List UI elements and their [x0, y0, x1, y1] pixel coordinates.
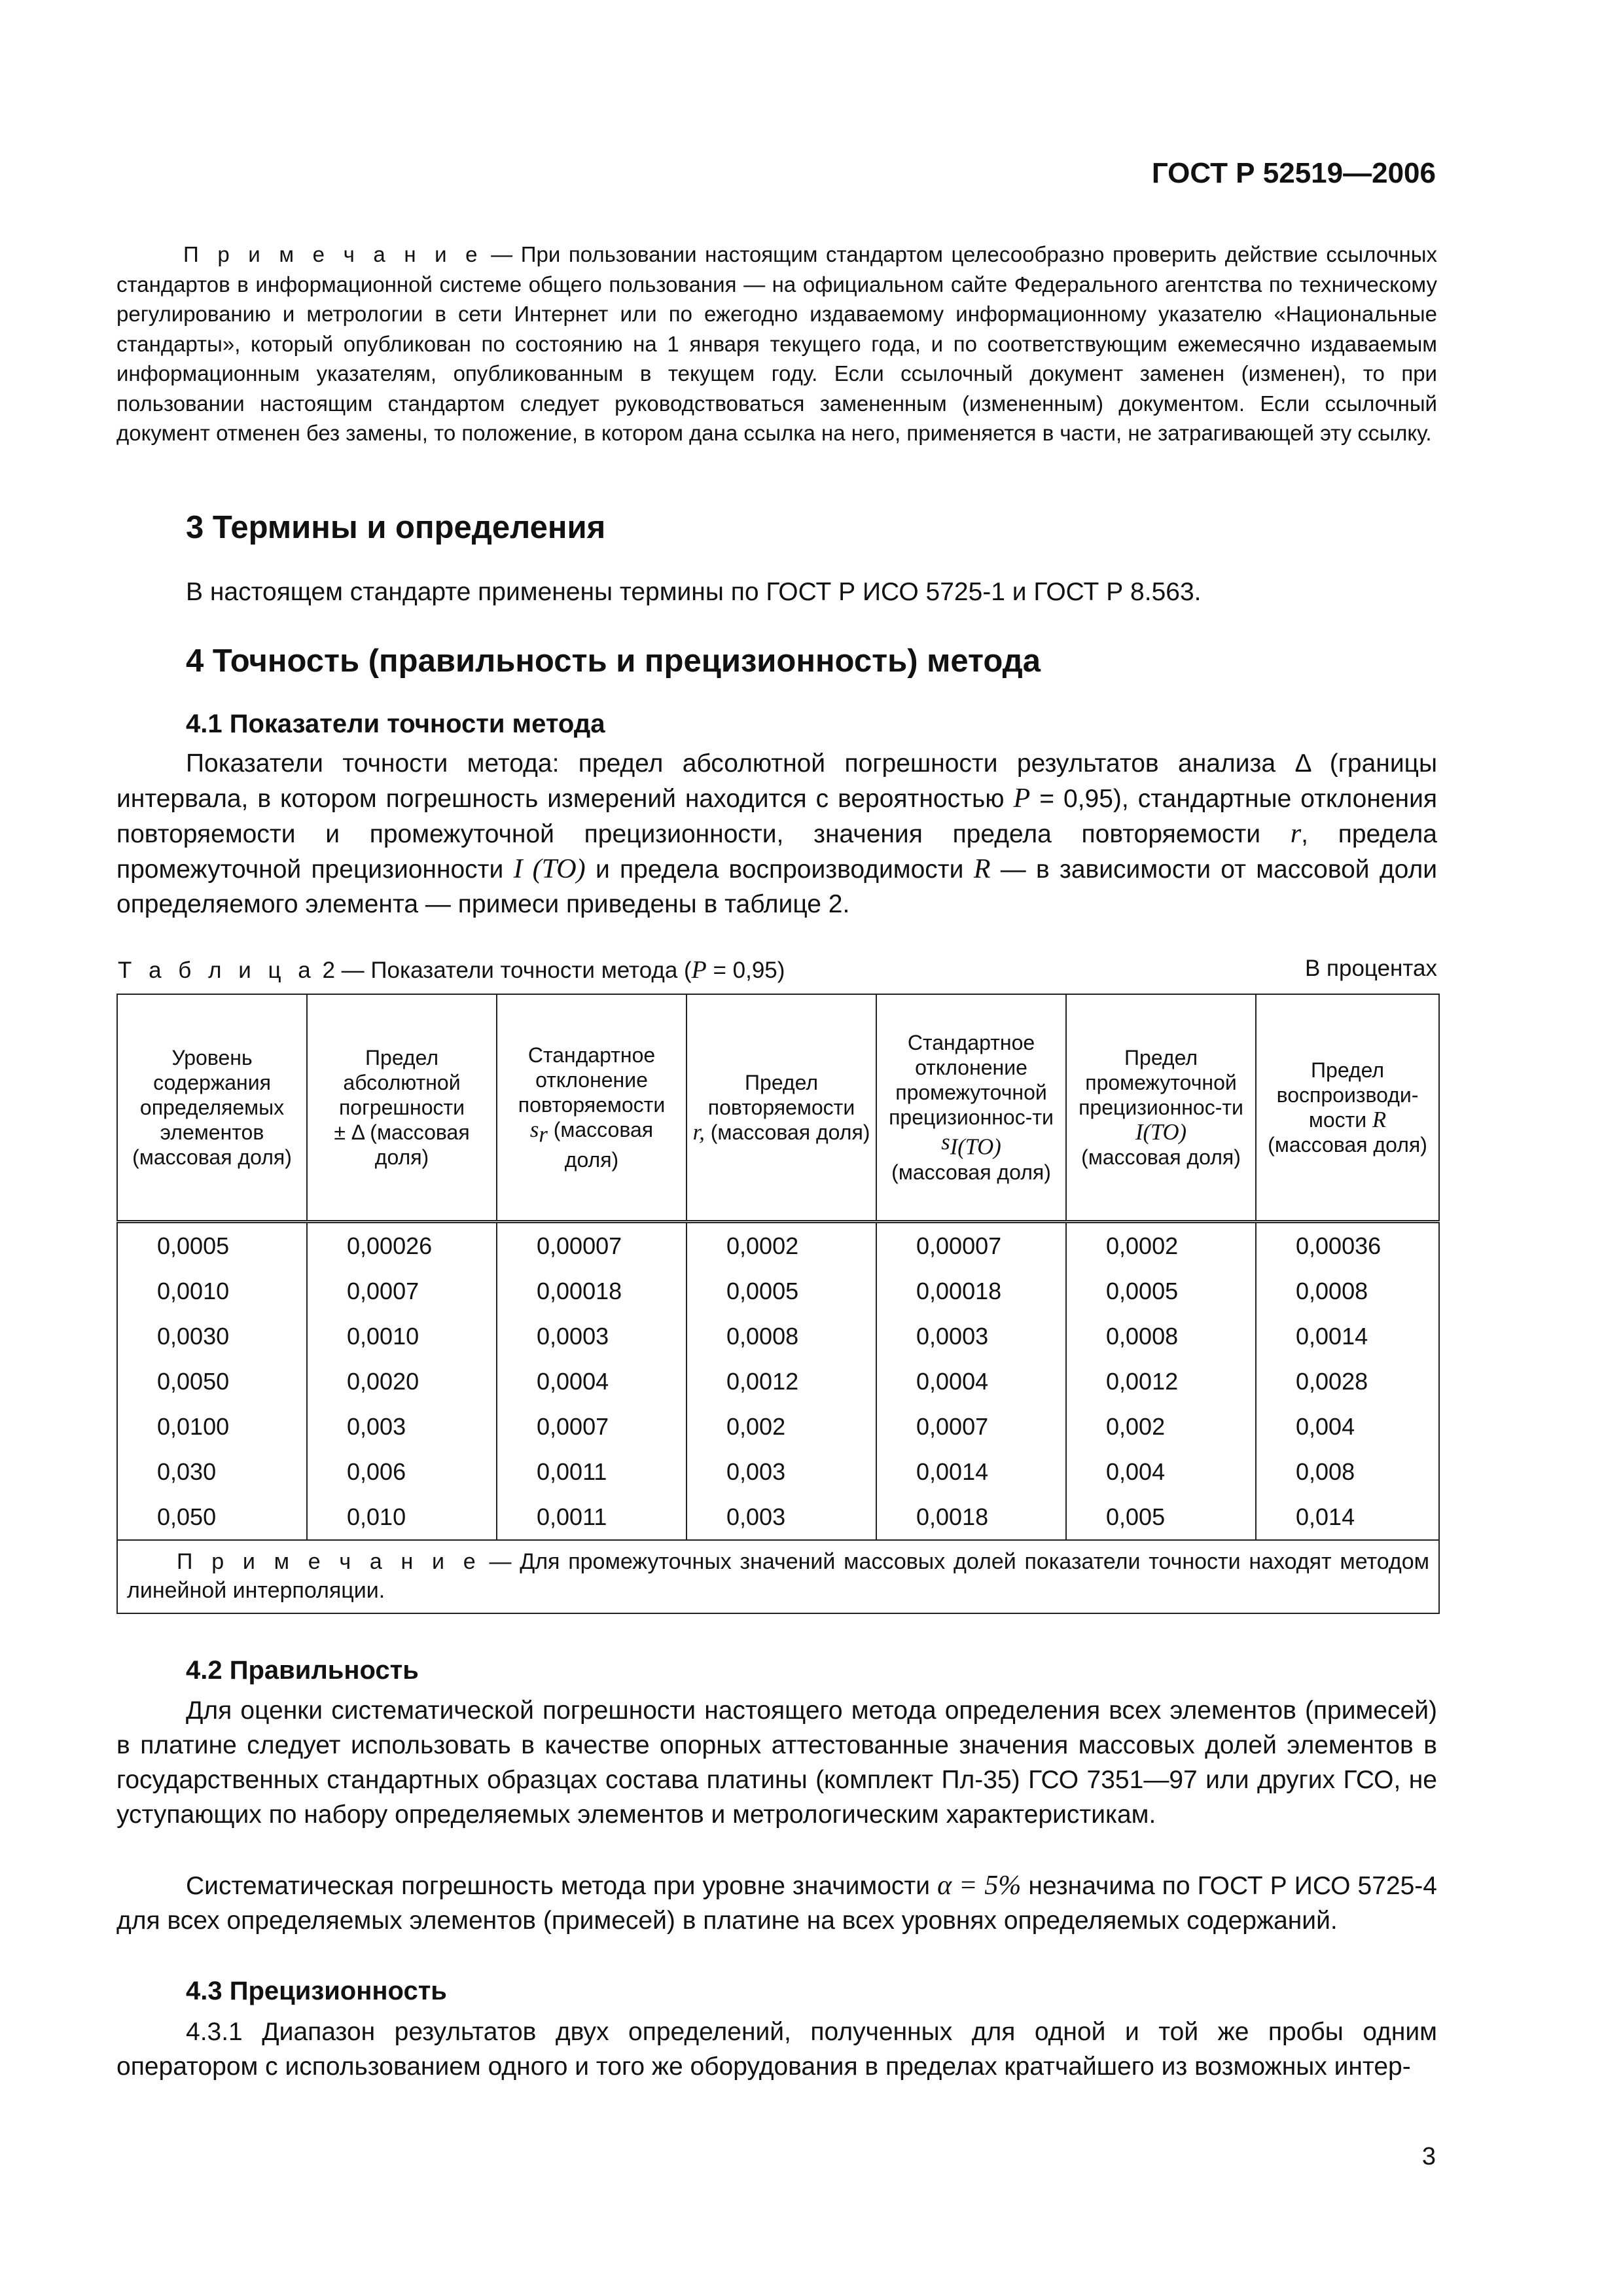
alpha-symbol: α = 5% [937, 1870, 1022, 1901]
table-note-text: — Для промежуточных значений массовых долей показатели точности находят методом линейной интерполяции. [127, 1549, 1429, 1603]
table-row [117, 1268, 1439, 1314]
note-text: — При пользовании настоящим стандартом целесообразно проверить действие ссылочных стандартов в информационной системе общего пользования — на официальном сайте Федерального агентства по техническому регулированию и метрологии в сети Интернет или по ежегодно издаваемому информационному указателю «Национальные стандарты», который опубликован по состоянию на 1 января текущего года, и по соответствующим ежемесячно издаваемым информационным указателям, опубликованным в текущем году. Если ссылочный документ заменен (изменен), то при пользовании настоящим стандартом следует руководствоваться замененным (измененным) документом. Если ссылочный документ отменен без замены, то положение, в котором дана ссылка на него, применяется в части, не затрагивающей эту ссылку. [116, 242, 1437, 445]
table-cell: 0,0028 [1256, 1359, 1439, 1404]
table-cell: 0,0050 [117, 1359, 307, 1404]
table-cell: 0,00007 [497, 1222, 687, 1269]
section-4-1-heading: 4.1 Показатели точности метода [186, 709, 605, 738]
s42-text-1: Систематическая погрешность метода при уровне значимости [186, 1872, 938, 1900]
table-note [117, 1540, 1439, 1613]
table-cell: 0,0005 [687, 1268, 876, 1314]
intermediate-precision-symbol: I (TO) [513, 853, 586, 884]
section-4-2-heading: 4.2 Правильность [186, 1656, 419, 1685]
table-cell: 0,004 [1066, 1449, 1256, 1494]
table-cell: 0,050 [117, 1494, 307, 1540]
table-cell: 0,0002 [1066, 1222, 1256, 1269]
table-cell: 0,0030 [117, 1314, 307, 1359]
table-row [117, 1314, 1439, 1359]
section-4-heading: 4 Точность (правильность и прецизионность) метода [186, 643, 1041, 679]
section-3-heading: 3 Термины и определения [186, 510, 606, 545]
table-cell: 0,0007 [307, 1268, 497, 1314]
table-cell: 0,0005 [1066, 1268, 1256, 1314]
table-cell: 0,010 [307, 1494, 497, 1540]
table-cell: 0,00018 [876, 1268, 1066, 1314]
table-cell: 0,0011 [497, 1494, 687, 1540]
s41-text-2: (границы интервала, в котором погрешность измерений находится с вероятностью [116, 749, 1438, 813]
table-cell: 0,0004 [497, 1359, 687, 1404]
table-cell: 0,0014 [1256, 1314, 1439, 1359]
table-note-row [117, 1540, 1439, 1613]
table-cell: 0,014 [1256, 1494, 1439, 1540]
table-cell: 0,0004 [876, 1359, 1066, 1404]
column-header-level: Уровень содержания определяемых элементов (массовая доля) [117, 994, 307, 1222]
column-header-reproducibility-limit: Предел воспроизводи-мости R (массовая доля) [1256, 994, 1439, 1222]
table-cell: 0,003 [687, 1449, 876, 1494]
table-units: В процентах [1304, 956, 1437, 981]
section-4-2-text-1: Для оценки систематической погрешности настоящего метода определения всех элементов (примесей) в платине следует использовать в качестве опорных аттестованные значения массовых долей элементов в государственных стандартных образцах состава платины (комплект Пл-35) ГСО 7351—97 или других ГСО, не уступающих по набору определяемых элементов и метрологическим характеристикам. [116, 1696, 1437, 1829]
table-cell: 0,0014 [876, 1449, 1066, 1494]
table-cell: 0,0018 [876, 1494, 1066, 1540]
s41-text-4: , предела промежуточной прецизионности [116, 820, 1437, 884]
table-cell: 0,003 [687, 1494, 876, 1540]
page-number: 3 [1421, 2143, 1436, 2170]
table-row [117, 1449, 1439, 1494]
column-header-repeatability-limit: Предел повторяемости r, (массовая доля) [687, 994, 876, 1222]
table-cell: 0,0020 [307, 1359, 497, 1404]
table-cell: 0,0007 [876, 1404, 1066, 1449]
table-cell: 0,003 [307, 1404, 497, 1449]
table-note-label: П р и м е ч а н и е [177, 1549, 481, 1574]
table-cell: 0,0010 [117, 1268, 307, 1314]
table-row [117, 1494, 1439, 1540]
table-row [117, 1404, 1439, 1449]
section-3-text: В настоящем стандарте применены термины по ГОСТ Р ИСО 5725-1 и ГОСТ Р 8.563. [186, 578, 1202, 606]
document-code: ГОСТ Р 52519—2006 [1151, 157, 1436, 189]
section-4-2-text-2 [116, 1868, 1437, 1938]
table-cell: 0,0007 [497, 1404, 687, 1449]
table-cell: 0,006 [307, 1449, 497, 1494]
table-row [117, 1222, 1439, 1269]
table-cell: 0,008 [1256, 1449, 1439, 1494]
table-caption-label: Т а б л и ц а [118, 958, 316, 983]
column-header-abs-error: Предел абсолютной погрешности ± Δ (массовая доля) [307, 994, 497, 1222]
table-cell: 0,0010 [307, 1314, 497, 1359]
table-cell: 0,00036 [1256, 1222, 1439, 1269]
table-cell: 0,0008 [687, 1314, 876, 1359]
table-caption-p: P [691, 956, 707, 984]
table-cell: 0,0011 [497, 1449, 687, 1494]
table-cell: 0,0012 [1066, 1359, 1256, 1404]
table-cell: 0,0100 [117, 1404, 307, 1449]
table-cell: 0,0003 [497, 1314, 687, 1359]
s41-text-5: и предела воспроизводимости [585, 855, 974, 884]
table-caption-text: 2 — Показатели точности метода ( [315, 958, 692, 983]
repeatability-symbol: r [1290, 818, 1302, 849]
s42-text-2: незначима по ГОСТ Р ИСО 5725-4 для всех определяемых элементов (примесей) в платине на всех уровнях определяемых содержаний. [116, 1872, 1437, 1935]
note-label: П р и м е ч а н и е [183, 242, 483, 266]
probability-symbol: P [1013, 783, 1031, 814]
accuracy-table [116, 994, 1440, 1614]
column-header-intermediate-limit: Предел промежуточной прецизионнос-ти I(TO) (массовая доля) [1066, 994, 1256, 1222]
section-4-3-heading: 4.3 Прецизионность [186, 1977, 447, 2005]
normative-references-note [116, 240, 1437, 448]
section-4-1-text [116, 746, 1437, 922]
table-cell: 0,00026 [307, 1222, 497, 1269]
table-row [117, 1359, 1439, 1404]
s41-text-3: = 0,95), стандартные отклонения повторяемости и промежуточной прецизионности, значения предела повторяемости [116, 785, 1438, 848]
section-4-3-1-text: 4.3.1 Диапазон результатов двух определений, полученных для одной и той же пробы одним оператором с использованием одного и того же оборудования в пределах кратчайшего из возможных интер- [116, 2018, 1437, 2081]
column-header-intermediate-sd: Стандартное отклонение промежуточной прецизионнос-ти $s_{I(TO)}$ (массовая доля) [876, 994, 1066, 1222]
table-caption-text-end: = 0,95) [706, 958, 785, 983]
table-cell: 0,002 [687, 1404, 876, 1449]
table-cell: 0,0005 [117, 1222, 307, 1269]
table-cell: 0,0012 [687, 1359, 876, 1404]
table-cell: 0,0008 [1066, 1314, 1256, 1359]
column-header-repeatability-sd: Стандартное отклонение повторяемости $s_r$ (массовая доля) [497, 994, 687, 1222]
table-cell: 0,00018 [497, 1268, 687, 1314]
reproducibility-symbol: R [973, 853, 991, 884]
table-cell: 0,002 [1066, 1404, 1256, 1449]
table-header-row [117, 994, 1439, 1222]
table-2-caption [118, 956, 1437, 984]
delta-symbol: Δ [1294, 749, 1311, 778]
table-cell: 0,0002 [687, 1222, 876, 1269]
s41-text-6: — в зависимости от массовой доли определяемого элемента — примеси приведены в таблице 2. [116, 855, 1437, 918]
s41-text-1: Показатели точности метода: предел абсолютной погрешности результатов анализа [186, 749, 1295, 778]
table-cell: 0,004 [1256, 1404, 1439, 1449]
table-cell: 0,030 [117, 1449, 307, 1494]
table-cell: 0,0003 [876, 1314, 1066, 1359]
table-cell: 0,005 [1066, 1494, 1256, 1540]
table-cell: 0,00007 [876, 1222, 1066, 1269]
table-cell: 0,0008 [1256, 1268, 1439, 1314]
